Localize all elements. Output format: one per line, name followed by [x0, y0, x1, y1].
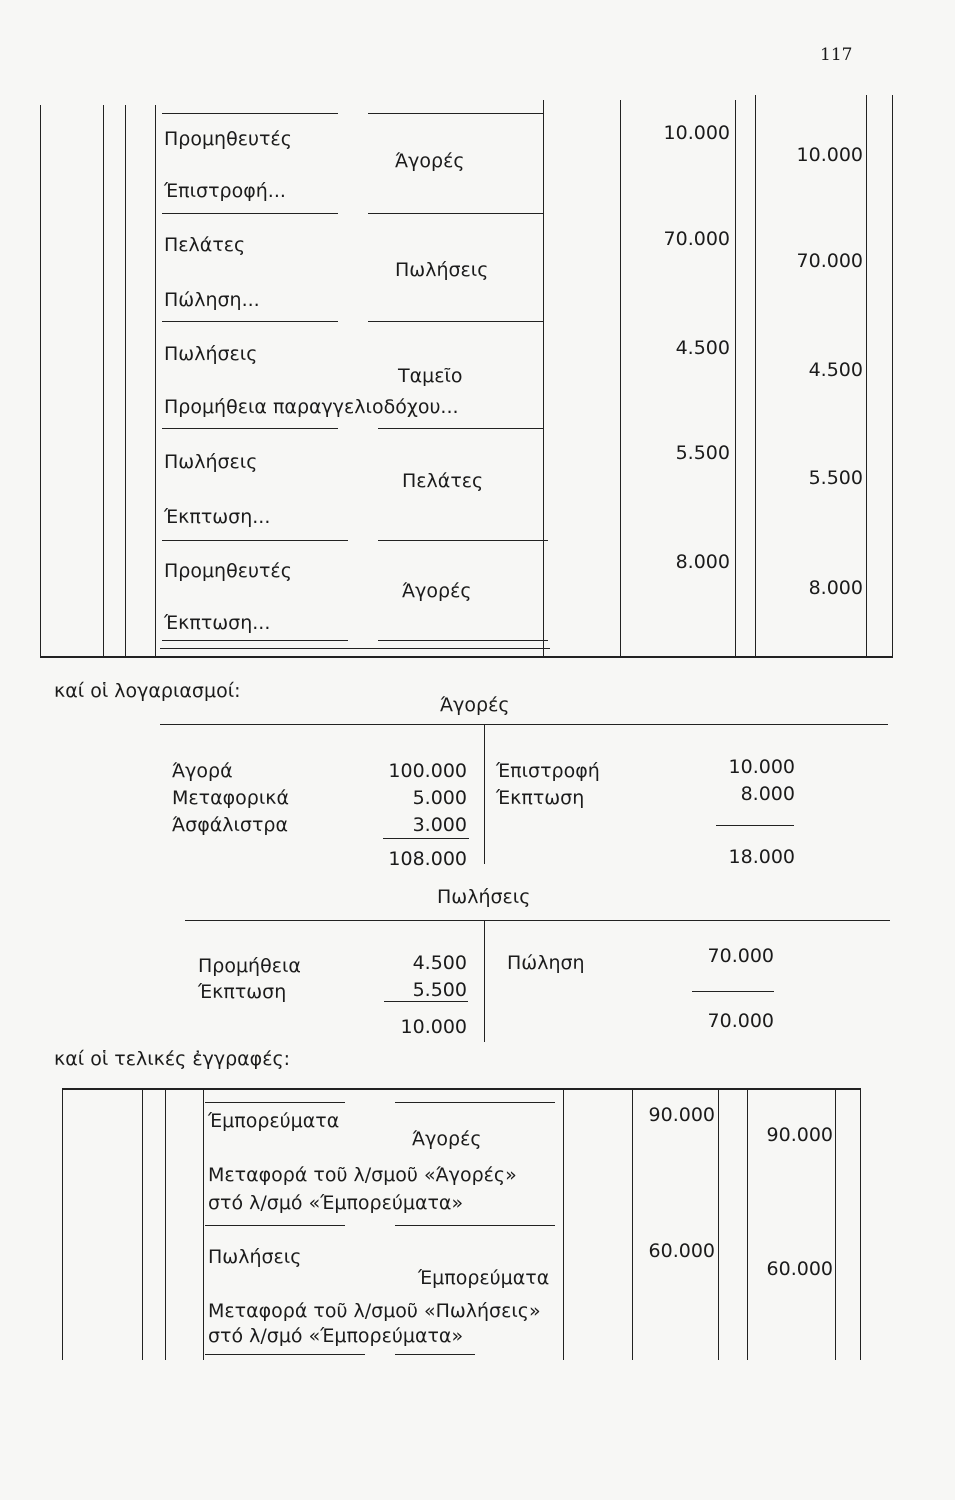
journal2-entry2-debit-account: Πωλήσεις	[208, 1246, 302, 1268]
journal1-entry1-description: Έπιστροφή...	[164, 180, 286, 202]
poliseis-debit-label-2: Έκπτωση	[198, 981, 287, 1003]
poliseis-debit-total: 10.000	[400, 1016, 467, 1038]
agores-debit-label-1: Άγορά	[172, 760, 233, 782]
t-account-poliseis-title: Πωλήσεις	[437, 886, 531, 908]
agores-credit-amount-1: 10.000	[728, 756, 795, 778]
journal1-entry4-description: Έκπτωση...	[164, 506, 271, 528]
poliseis-debit-label-1: Προμήθεια	[198, 955, 301, 977]
journal1-entry3-description: Προμήθεια παραγγελιοδόχου...	[164, 396, 459, 418]
journal1-entry4-debit-amount: 5.500	[675, 442, 730, 464]
agores-debit-label-3: Άσφάλιστρα	[172, 814, 288, 836]
agores-debit-amount-3: 3.000	[412, 814, 467, 836]
journal1-entry2-credit-amount: 70.000	[796, 250, 863, 272]
journal1-entry1-credit-account: Άγορές	[395, 150, 465, 172]
journal2-entry2-credit-account: Έμπορεύματα	[418, 1267, 550, 1289]
journal2-entry1-description-line1: Μεταφορά τοῦ λ/σμοῦ «Άγορές»	[208, 1164, 517, 1186]
journal2-entry2-credit-amount: 60.000	[766, 1258, 833, 1280]
poliseis-credit-label-1: Πώληση	[507, 952, 585, 974]
journal1-entry3-debit-amount: 4.500	[675, 337, 730, 359]
journal2-entry1-description-line2: στό λ/σμό «Έμπορεύματα»	[208, 1192, 464, 1214]
page-number: 117	[820, 45, 853, 65]
journal2-entry1-credit-account: Άγορές	[412, 1128, 482, 1150]
journal1-entry2-debit-amount: 70.000	[663, 228, 730, 250]
journal1-entry1-debit-account: Προμηθευτές	[164, 128, 292, 150]
agores-debit-total: 108.000	[388, 848, 467, 870]
poliseis-credit-total: 70.000	[707, 1010, 774, 1032]
poliseis-debit-amount-1: 4.500	[412, 952, 467, 974]
agores-debit-amount-2: 5.000	[412, 787, 467, 809]
journal1-entry5-credit-account: Άγορές	[402, 580, 472, 602]
t-account-poliseis	[0, 880, 955, 1050]
journal1-entry1-credit-amount: 10.000	[796, 144, 863, 166]
journal1-entry3-debit-account: Πωλήσεις	[164, 343, 258, 365]
poliseis-credit-amount-1: 70.000	[707, 945, 774, 967]
accounts-intro-text: καί οἱ λογαριασμοί:	[54, 680, 241, 702]
t-account-agores-title: Άγορές	[440, 694, 510, 716]
journal1-entry5-debit-account: Προμηθευτές	[164, 560, 292, 582]
agores-credit-label-1: Έπιστροφή	[496, 760, 600, 782]
journal2-entry2-description-line2: στό λ/σμό «Έμπορεύματα»	[208, 1325, 464, 1347]
journal1-entry2-credit-account: Πωλήσεις	[395, 259, 489, 281]
agores-credit-label-2: Έκπτωση	[496, 787, 585, 809]
journal1-entry3-credit-account: Ταμεῖο	[398, 365, 463, 387]
poliseis-debit-amount-2: 5.500	[412, 979, 467, 1001]
agores-debit-amount-1: 100.000	[388, 760, 467, 782]
journal1-entry3-credit-amount: 4.500	[808, 359, 863, 381]
journal1-entry4-credit-amount: 5.500	[808, 467, 863, 489]
agores-debit-label-2: Μεταφορικά	[172, 787, 289, 809]
journal2-entry1-debit-account: Έμπορεύματα	[208, 1110, 340, 1132]
t-account-agores	[0, 690, 955, 870]
journal1-entry5-debit-amount: 8.000	[675, 551, 730, 573]
journal1-entry5-description: Έκπτωση...	[164, 612, 271, 634]
journal2-entry1-credit-amount: 90.000	[766, 1124, 833, 1146]
journal1-entry1-debit-amount: 10.000	[663, 122, 730, 144]
journal1-entry2-debit-account: Πελάτες	[164, 234, 246, 256]
journal2-entry1-debit-amount: 90.000	[648, 1104, 715, 1126]
journal1-entry4-credit-account: Πελάτες	[402, 470, 484, 492]
journal1-entry4-debit-account: Πωλήσεις	[164, 451, 258, 473]
journal-table-1	[0, 0, 955, 670]
journal2-entry2-debit-amount: 60.000	[648, 1240, 715, 1262]
journal2-entry2-description-line1: Μεταφορά τοῦ λ/σμοῦ «Πωλήσεις»	[208, 1300, 541, 1322]
journal1-entry2-description: Πώληση...	[164, 289, 260, 311]
journal1-entry5-credit-amount: 8.000	[808, 577, 863, 599]
agores-credit-amount-2: 8.000	[740, 783, 795, 805]
journal-table-2	[0, 1080, 955, 1370]
agores-credit-total: 18.000	[728, 846, 795, 868]
final-entries-intro-text: καί οἱ τελικές ἐγγραφές:	[54, 1048, 291, 1070]
